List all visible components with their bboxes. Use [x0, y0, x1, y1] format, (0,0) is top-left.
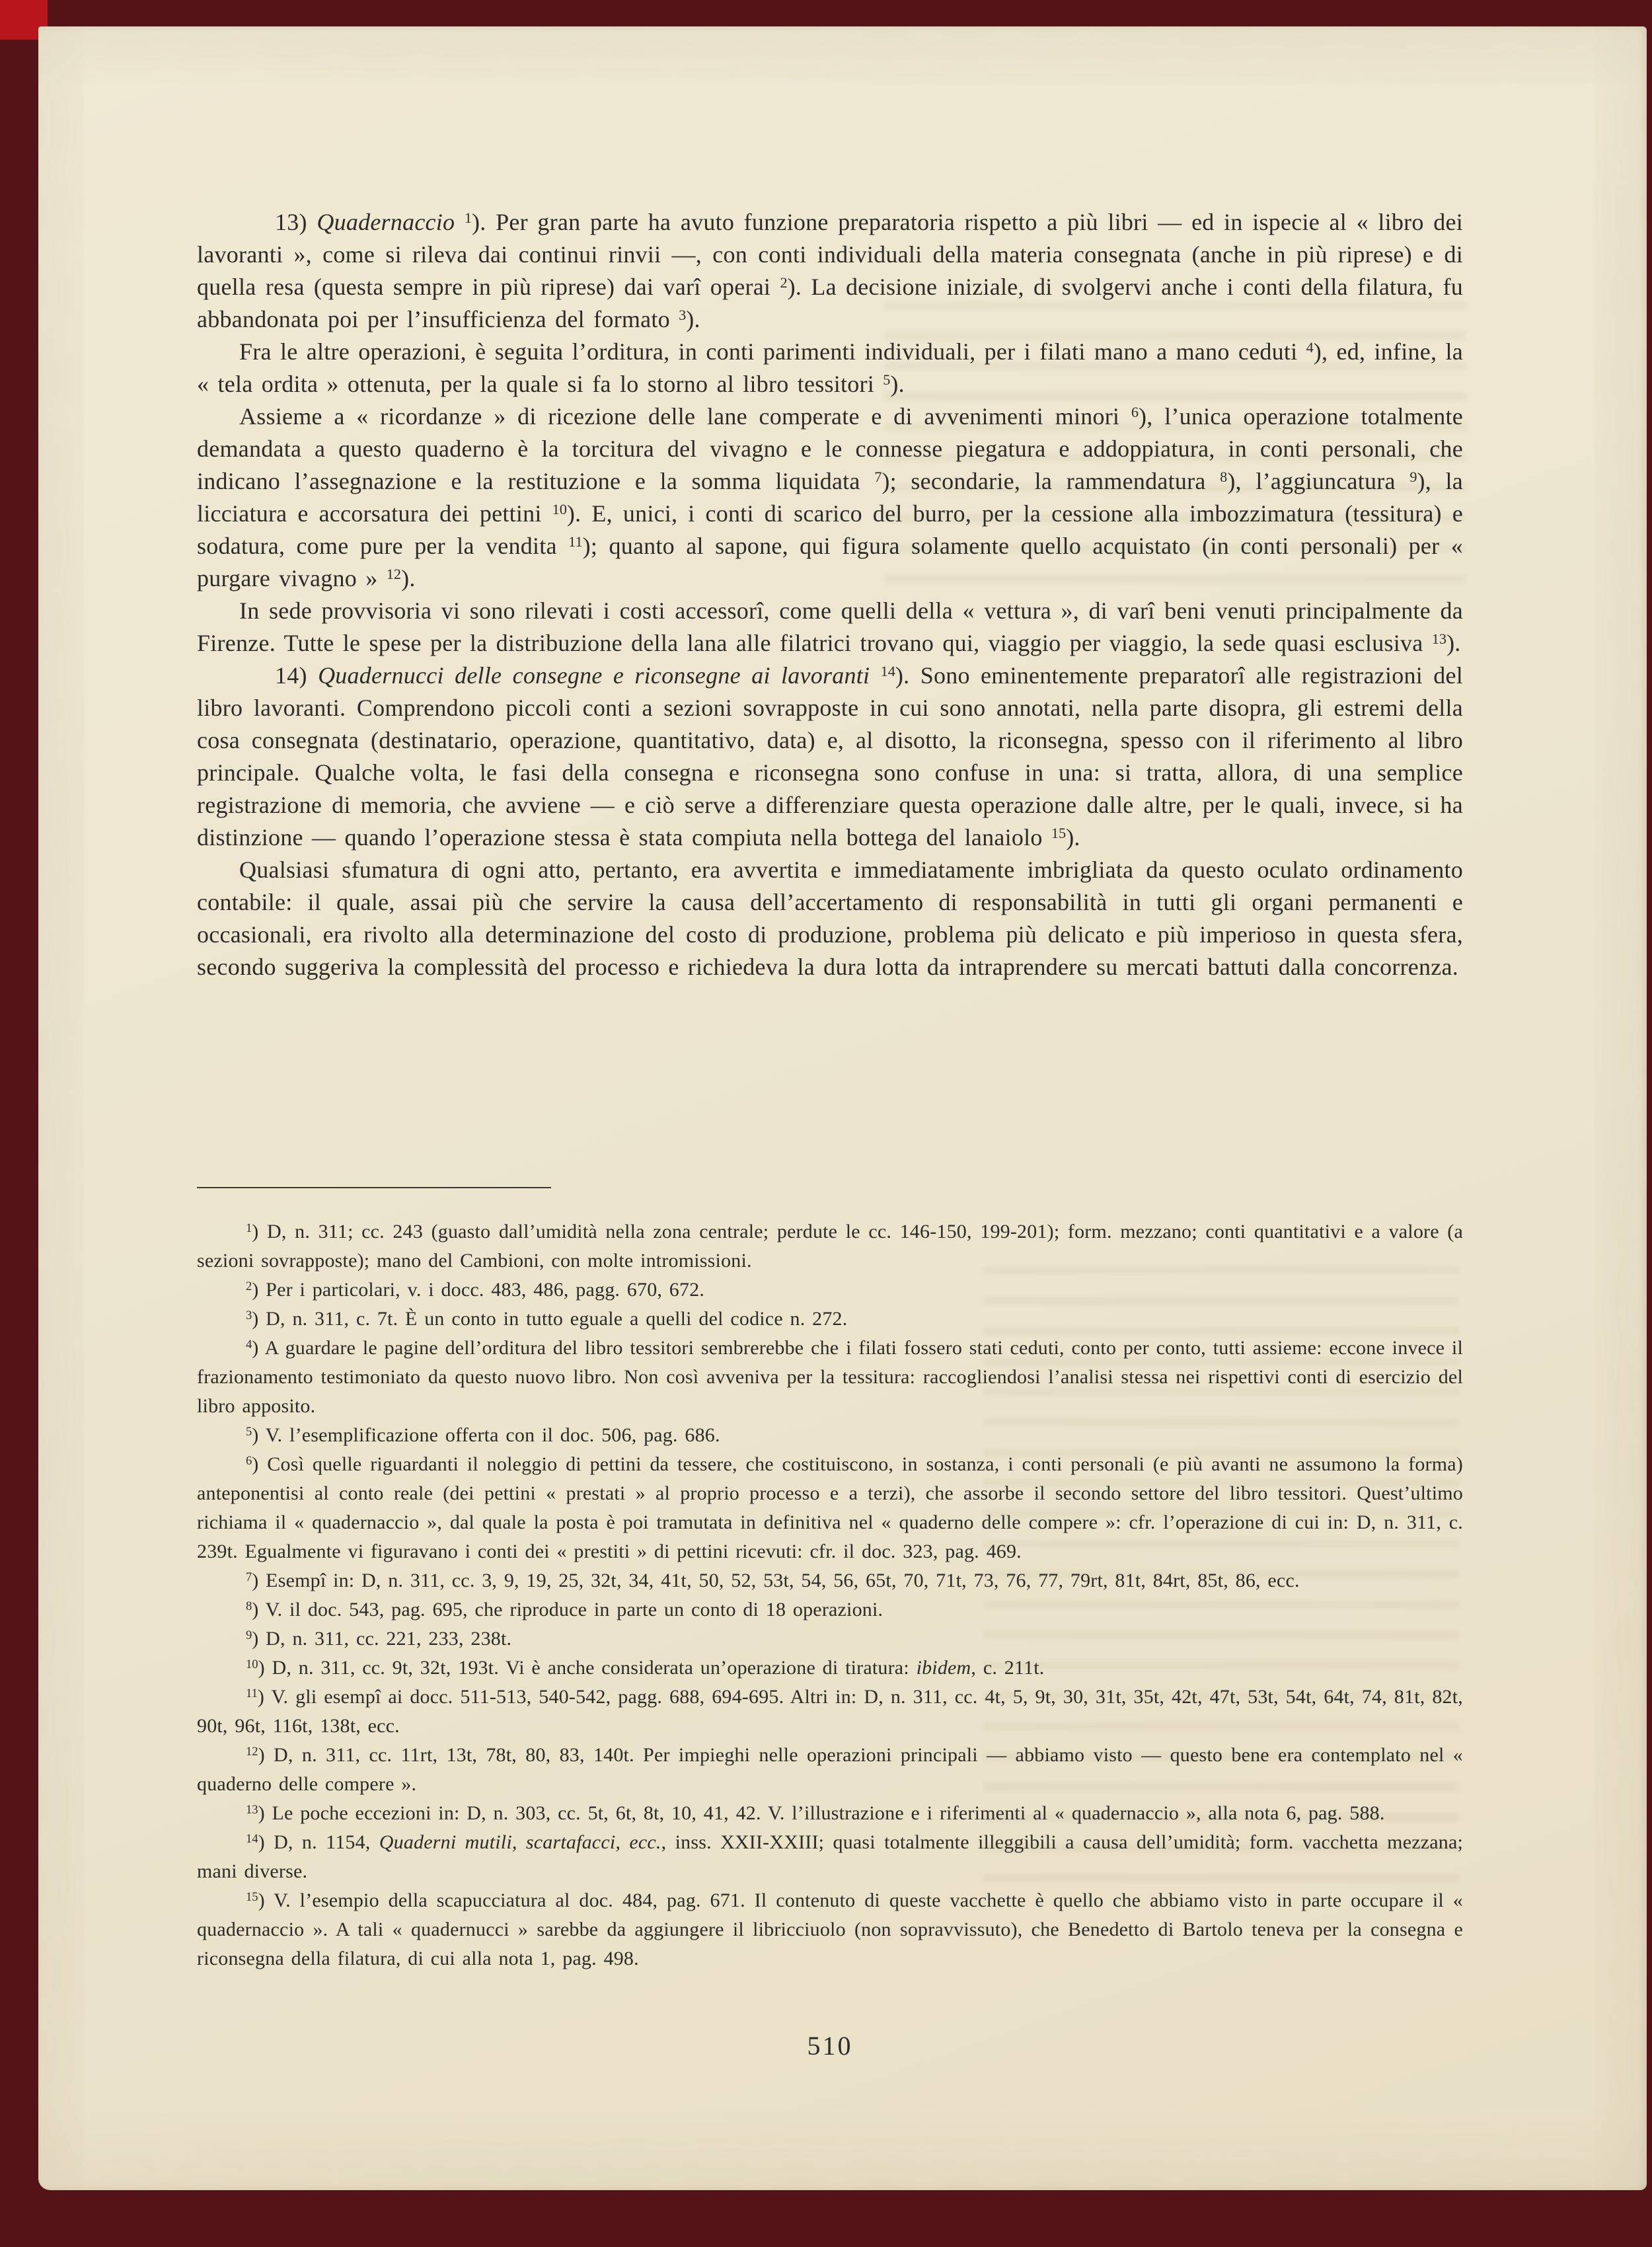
text-run: 13)	[275, 209, 317, 235]
footnotes	[197, 1217, 1463, 1973]
text-run: ), l’unica operazione totalmente demandata a questo quaderno è la torcitura del vivagno e le connesse piegatura e addoppiatura, in conti personali, che indicano l’assegnazione e la restituzione e la somma liquidata	[197, 403, 1463, 494]
footnote	[197, 1305, 1463, 1334]
paragraph	[197, 206, 1463, 336]
footnote	[197, 1799, 1463, 1828]
footnote	[197, 1624, 1463, 1654]
text-run: Fra le altre operazioni, è seguita l’orditura, in conti parimenti individuali, per i filati mano a mano ceduti	[239, 338, 1306, 365]
paragraph	[197, 660, 1463, 854]
text-run: ). La decisione iniziale, di svolgervi anche i conti della filatura, fu abbandonata poi per l’insufficienza del formato	[197, 274, 1464, 332]
text-run: ) D, n. 311, cc. 221, 233, 238t.	[252, 1628, 512, 1650]
footnote-reference: 6	[1131, 404, 1139, 421]
footnote-reference: 5	[246, 1425, 252, 1439]
footnote-reference: 6	[246, 1454, 252, 1468]
footnote-reference: 9	[246, 1628, 252, 1643]
footnote-reference: 15	[246, 1890, 258, 1905]
italic-text: Quaderni mutili, scartafacci, ecc.	[379, 1831, 661, 1853]
text-run: ) D, n. 1154,	[258, 1831, 379, 1853]
text-run: ); secondarie, la rammendatura	[882, 468, 1220, 494]
paragraph	[197, 336, 1463, 400]
text-run: , c. 211t.	[971, 1657, 1045, 1679]
footnote	[197, 1683, 1463, 1741]
text-run: ) V. l’esemplificazione offerta con il doc. 506, pag. 686.	[252, 1424, 720, 1446]
footnote	[197, 1334, 1463, 1421]
footnote-reference: 10	[552, 501, 567, 518]
footnote-reference: 2	[246, 1279, 252, 1294]
text-run: ) V. gli esempî ai docc. 511-513, 540-542, pagg. 688, 694-695. Altri in: D, n. 311, cc. 4t, 5, 9t, 30, 31t, 35t, 42t, 47t, 53t, 54t, 64t, 74, 81t, 82t, 90t, 96t, 116t, 138t, ecc.	[197, 1686, 1463, 1737]
text-run: ).	[890, 371, 905, 397]
footnote-reference: 5	[883, 371, 891, 389]
footnote-reference: 13	[246, 1803, 258, 1817]
text-run: ) Esempî in: D, n. 311, cc. 3, 9, 19, 25, 32t, 34, 41t, 50, 52, 53t, 54, 56, 65t, 70, 71t, 73, 76, 77, 79rt, 81t, 84rt, 85t, 86, ecc.	[252, 1570, 1300, 1591]
footnote	[197, 1654, 1463, 1683]
text-run: ) A guardare le pagine dell’orditura del libro tessitori sembrerebbe che i filati fossero stati ceduti, conto per conto, tutti assieme: eccone invece il frazionamento testimoniato da questo nuovo libro. Non così avveniva per la tessitura: raccogliendosi l’analisi stessa nei rispettivi conti di esercizio del libro apposito.	[197, 1337, 1463, 1417]
footnote-reference: 10	[246, 1657, 258, 1672]
footnote-reference: 4	[1306, 339, 1314, 356]
text-run: ).	[1446, 630, 1461, 656]
footnote-separator-rule	[197, 1187, 551, 1188]
footnote-reference: 3	[246, 1309, 252, 1323]
text-run: ), l’aggiuncatura	[1227, 468, 1410, 494]
text-run: ) Le poche eccezioni in: D, n. 303, cc. 5t, 6t, 8t, 10, 41, 42. V. l’illustrazione e i riferimenti al « quadernaccio », alla nota 6, pag. 588.	[258, 1802, 1385, 1824]
text-run: Qualsiasi sfumatura di ogni atto, pertanto, era avvertita e immediatamente imbrigliata da questo oculato ordinamento contabile: il quale, assai più che servire la causa dell’accertamento di responsabilità in tutti gli organi permanenti e occasionali, era rivolto alla determinazione del costo di produzione, problema più delicato e più imperioso in questa sfera, secondo suggeriva la complessità del processo e richiedeva la dura lotta da intraprendere su mercati battuti dalla concorrenza.	[197, 857, 1463, 980]
italic-text: Quadernaccio	[317, 209, 455, 235]
text-run: ), ed, infine, la « tela ordita » ottenuta, per la quale si fa lo storno al libro tessitori	[197, 338, 1464, 397]
body-text	[197, 206, 1463, 983]
text-run	[870, 662, 880, 689]
footnote-reference: 9	[1409, 469, 1417, 486]
footnote-reference: 1	[464, 209, 472, 227]
footnote	[197, 1217, 1463, 1276]
italic-text: ibidem	[916, 1657, 971, 1679]
text-run: ) D, n. 311; cc. 243 (guasto dall’umidità nella zona centrale; perdute le cc. 146-150, 199-201); form. mezzano; conti quantitativi e a valore (a sezioni sovrapposte); mano del Cambioni, con molte intromissioni.	[197, 1221, 1463, 1272]
footnote	[197, 1276, 1463, 1305]
footnote-reference: 12	[386, 566, 402, 583]
text-run: ) D, n. 311, cc. 11rt, 13t, 78t, 80, 83, 140t. Per impieghi nelle operazioni principali — abbiamo visto — questo bene era contemplato nel « quaderno delle compere ».	[197, 1744, 1463, 1795]
footnote-reference: 1	[246, 1221, 252, 1236]
footnote-reference: 14	[246, 1832, 258, 1847]
footnote-reference: 15	[1051, 825, 1067, 842]
footnote-reference: 8	[246, 1599, 252, 1614]
footnote-reference: 3	[679, 307, 687, 324]
page-number: 510	[807, 2031, 853, 2061]
paragraph	[197, 854, 1463, 983]
text-run: ) V. il doc. 543, pag. 695, che riproduce in parte un conto di 18 operazioni.	[252, 1599, 883, 1620]
footnote	[197, 1828, 1463, 1886]
text-run: ) V. l’esempio della scapucciatura al doc. 484, pag. 671. Il contenuto di queste vacchette è quello che abbiamo visto in parte occupare il « quadernaccio ». A tali « quadernucci » sarebbe da aggiungere il libricciuolo (non sopravvissuto), che Benedetto di Bartolo teneva per la consegna e riconsegna della filatura, di cui alla nota 1, pag. 498.	[197, 1889, 1463, 1969]
footnote-reference: 7	[246, 1570, 252, 1585]
text-run: ).	[1066, 824, 1080, 851]
footnote	[197, 1595, 1463, 1624]
italic-text: Quadernucci delle consegne e riconsegne ai lavoranti	[318, 662, 870, 689]
text-run: ) D, n. 311, c. 7t. È un conto in tutto eguale a quelli del codice n. 272.	[252, 1308, 848, 1330]
text-run	[455, 209, 465, 235]
footnote-reference: 7	[874, 469, 882, 486]
text-run: ).	[401, 565, 416, 591]
footnote	[197, 1886, 1463, 1973]
footnote	[197, 1450, 1463, 1566]
text-run: Assieme a « ricordanze » di ricezione delle lane comperate e di avvenimenti minori	[239, 403, 1131, 430]
paragraph	[197, 400, 1463, 595]
text-run: 14)	[275, 662, 319, 689]
footnote-reference: 11	[568, 533, 583, 551]
page	[38, 26, 1647, 2190]
text-run: , inss. XXII-XXIII; quasi totalmente illeggibili a causa dell’umidità; form. vacchetta mezzana; mani diverse.	[197, 1831, 1464, 1882]
footnote-reference: 13	[1431, 630, 1447, 648]
paragraph	[197, 595, 1463, 660]
text-run: ). Sono eminentemente preparatorî alle registrazioni del libro lavoranti. Comprendono piccoli conti a sezioni sovrapposte in cui sono annotati, nella parte disopra, gli estremi della cosa consegnata (destinatario, operazione, quantitativo, data) e, al disotto, la riconsegna, spesso con il riferimento al libro principale. Qualche volta, le fasi della consegna e riconsegna sono confuse in una: si tratta, allora, di una semplice registrazione di memoria, che avviene — e ciò serve a differenziare questa operazione dalle altre, per le quali, invece, si ha distinzione — quando l’operazione stessa è stata compiuta nella bottega del lanaiolo	[197, 662, 1464, 851]
footnote	[197, 1741, 1463, 1799]
text-run: ) D, n. 311, cc. 9t, 32t, 193t. Vi è anche considerata un’operazione di tiratura:	[258, 1657, 917, 1679]
text-run: ) Per i particolari, v. i docc. 483, 486, pagg. 670, 672.	[252, 1279, 705, 1301]
footnote-reference: 8	[1220, 469, 1228, 486]
footnote-reference: 2	[780, 274, 788, 291]
text-run: ).	[686, 306, 700, 332]
text-run: ); quanto al sapone, qui figura solamente quello acquistato (in conti personali) per « purgare vivagno »	[197, 533, 1463, 591]
footnote-reference: 12	[246, 1745, 258, 1759]
text-run: ), la licciatura e accorsatura dei pettini	[197, 468, 1464, 527]
footnote	[197, 1566, 1463, 1595]
text-run: ). Per gran parte ha avuto funzione preparatoria rispetto a più libri — ed in ispecie al « libro dei lavoranti », come si rileva dai continui rinvii —, con conti individuali della materia consegnata (anche in più riprese) e di quella resa (questa sempre in più riprese) dai varî operai	[197, 209, 1463, 300]
text-run: In sede provvisoria vi sono rilevati i costi accessorî, come quelli della « vettura », di varî beni venuti principalmente da Firenze. Tutte le spese per la distribuzione della lana alle filatrici trovano qui, viaggio per viaggio, la sede quasi esclusiva	[197, 597, 1463, 656]
footnote	[197, 1421, 1463, 1450]
footnote-reference: 4	[246, 1338, 252, 1352]
footnote-reference: 14	[880, 663, 895, 680]
footnote-reference: 11	[246, 1687, 258, 1701]
text-run: ). E, unici, i conti di scarico del burro, per la cessione alla imbozzimatura (tessitura) e sodatura, come pure per la vendita	[197, 500, 1463, 559]
text-run: ) Così quelle riguardanti il noleggio di pettini da tessere, che costituiscono, in sostanza, i conti personali (e più avanti ne assumono la forma) anteponentisi al conto reale (dei pettini « prestati » al proprio processo e a terzi), che assorbe il secondo settore del libro tessitori. Quest’ultimo richiama il « quadernaccio », dal quale la posta è poi tramutata in definitiva nel « quaderno delle compere »: cfr. l’operazione di cui in: D, n. 311, c. 239t. Egualmente vi figuravano i conti dei « prestiti » di pettini ricevuti: cfr. il doc. 323, pag. 469.	[197, 1453, 1463, 1562]
